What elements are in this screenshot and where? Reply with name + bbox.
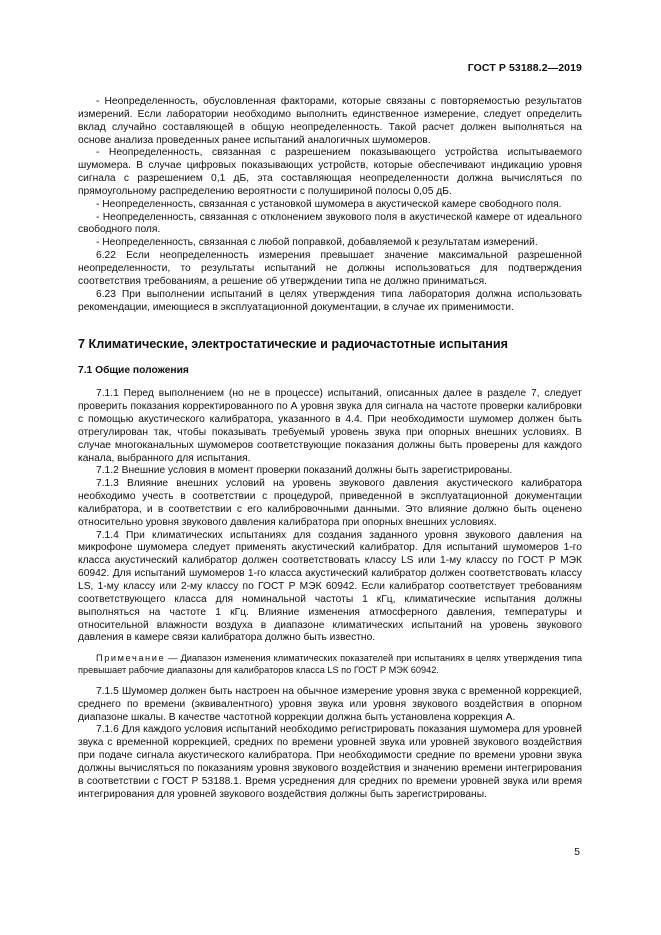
paragraph: 7.1.5 Шумомер должен быть настроен на обычное измерение уровня звука с временной коррекцией, среднего по времени (эквивалентного) уровня звука или уровня звукового воздействия в опорном диапазоне шкалы. В качестве частотной коррекции должна быть установлена коррекция А. [78, 685, 582, 723]
paragraph: 7.1.3 Влияние внешних условий на уровень звукового давления акустического калибратора необходимо учесть в соответствии с процедурой, приведенной в эксплуатационной документации калибратора, и в соответствии с его калибровочными данными. Это влияние должно быть оценено относительно уровня звукового давления калибратора при опорных внешних условиях. [78, 478, 582, 528]
paragraph: 6.22 Если неопределенность измерения превышает значение максимальной разрешенной неопределенности, то результаты испытаний не должны использоваться для подтверждения соответствия требованиям, а решение об утверждении типа не должно приниматься. [78, 250, 582, 287]
paragraph: - Неопределенность, обусловленная факторами, которые связаны с повторяемостью результатов измерений. Если лаборатории необходимо выполнить единственное измерение, следует определить вклад случайно составляющей в общую неопределенность. Такой расчет должен выполняться на основе анализа проведенных ранее испытаний аналогичных шумомеров. [78, 96, 582, 146]
note-label: Примечание [96, 653, 166, 664]
note [78, 653, 582, 677]
paragraph: 7.1.4 При климатических испытаниях для создания заданного уровня звукового давления на микрофоне шумомера следует применять акустический калибратор. Для испытаний шумомеров 1-го класса акустический калибратор должен соответствовать классу LS или 1-му классу по ГОСТ Р МЭК 60942. Для испытаний шумомеров 1-го класса акустический калибратор должен соответствовать классу LS, 1-му классу или 2-му классу по ГОСТ Р МЭК 60942. Если калибратор соответствует требованиям соответствующего класса для номинальной частоты 1 кГц, климатические испытания должны выполняться на частоте 1 кГц. Влияние изменения атмосферного давления, температуры и относительной влажности воздуха в диапазоне климатических испытаний на уровень звукового давления в камере связи калибратора должно быть известно. [78, 529, 582, 644]
paragraph: - Неопределенность, связанная с разрешением показывающего устройства испытываемого шумомера. В случае цифровых показывающих устройств, которые обеспечивают индикацию уровня сигнала с разрешением 0,1 дБ, эта составляющая неопределенности должна вычисляться по прямоугольному распределению вероятности с полушириной полосы 0,05 дБ. [78, 147, 582, 197]
paragraph: 7.1.1 Перед выполнением (но не в процессе) испытаний, описанных далее в разделе 7, следует проверить показания корректированного по А уровня звука для сигнала на частоте проверки калибровки с помощью акустического калибратора, указанного в 4.4. При необходимости шумомер должен быть отрегулирован так, чтобы показывать требуемый уровень звука при опорных внешних условиях. В случае многоканальных шумомеров соответствующие показания должны быть проверены для каждого канала, выбранного для испытания. [78, 388, 582, 464]
page-number: 5 [574, 846, 580, 858]
paragraph: - Неопределенность, связанная с отклонением звукового поля в акустической камере от идеального свободного поля. [78, 211, 582, 236]
paragraph: - Неопределенность, связанная с любой поправкой, добавляемой к результатам измерений. [96, 237, 538, 249]
subsection-heading: 7.1 Общие положения [78, 365, 189, 377]
page-content [78, 96, 582, 801]
document-header: ГОСТ Р 53188.2—2019 [467, 62, 582, 74]
paragraph: 7.1.2 Внешние условия в момент проверки показаний должны быть зарегистрированы. [96, 465, 513, 477]
paragraph: - Неопределенность, связанная с установкой шумомера в акустической камере свободного поля. [96, 198, 562, 210]
note-text: — Диапазон изменения климатических показателей при испытаниях в целях утверждения типа превышает рабочие диапазоны для калибраторов класса LS по ГОСТ Р МЭК 60942. [78, 653, 582, 676]
paragraph: 7.1.6 Для каждого условия испытаний необходимо регистрировать показания шумомера для уровней звука с временной коррекцией, средних по времени уровней звука или уровней звукового воздействия при подаче сигнала акустического калибратора. При необходимости средние по времени уровни звука должны вычисляться по показаниям уровня звукового воздействия и значению времени интегрирования в соответствии с ГОСТ Р 53188.1. Время усреднения для средних по времени уровней звука или время интегрирования для уровней звукового воздействия должны быть зарегистрированы. [78, 724, 582, 800]
section-heading: 7 Климатические, электростатические и радиочастотные испытания [78, 337, 508, 352]
paragraph: 6.23 При выполнении испытаний в целях утверждения типа лаборатория должна использовать рекомендации, имеющиеся в эксплуатационной документации, в случае их применимости. [78, 288, 582, 313]
